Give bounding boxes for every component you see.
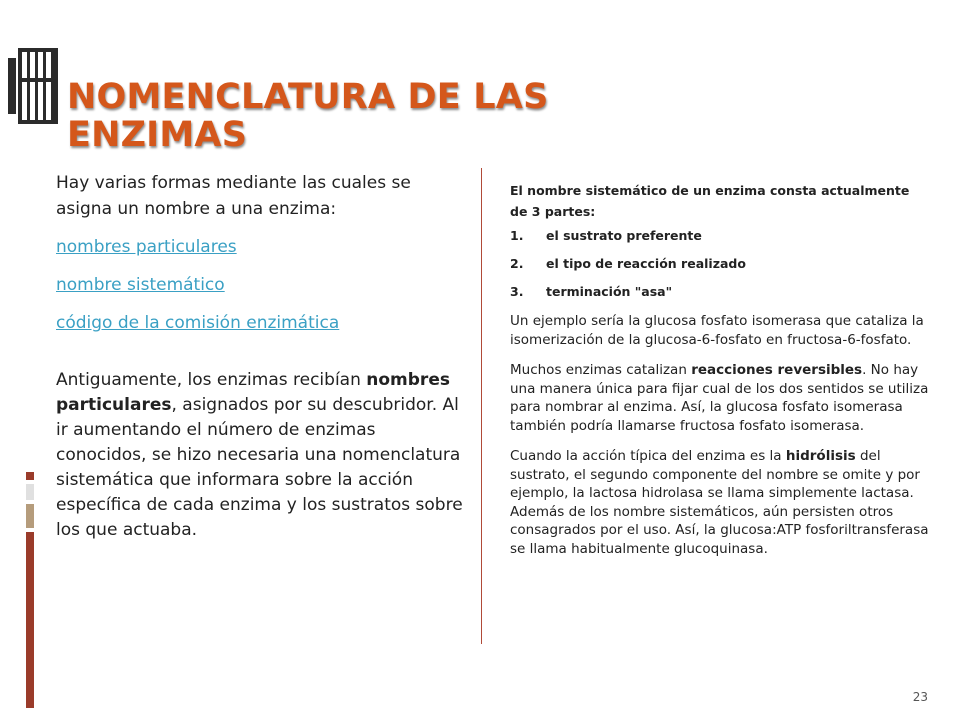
link-nombre-sistematico[interactable]: nombre sistemático — [56, 275, 225, 295]
decorative-bar — [26, 484, 34, 500]
list-text: el tipo de reacción realizado — [546, 256, 746, 271]
list-number: 2. — [510, 256, 524, 271]
list-number: 1. — [510, 228, 524, 243]
list-text: el sustrato preferente — [546, 228, 702, 243]
page-number: 23 — [912, 690, 928, 704]
decorative-bar — [26, 504, 34, 528]
list-item — [510, 228, 930, 244]
slide-logo-icon — [8, 48, 58, 124]
decorative-bar — [26, 472, 34, 480]
hydrolysis-text-start: Cuando la acción típica del enzima es la — [510, 448, 786, 464]
intro-text: Hay varias formas mediante las cuales se asigna un nombre a una enzima: — [56, 173, 411, 219]
title-line-1: NOMENCLATURA DE LAS — [67, 77, 549, 117]
list-text: terminación "asa" — [546, 284, 673, 299]
decorative-bar — [26, 532, 34, 708]
systematic-name-lead: El nombre sistemático de un enzima consta actualmente de 3 partes: — [510, 183, 910, 219]
history-paragraph — [56, 368, 466, 543]
slide-title — [67, 78, 549, 154]
link-codigo-comision[interactable]: código de la comisión enzimática — [56, 313, 340, 333]
reversible-text-end: . No hay una manera única para fijar cual de los dos sentidos se utiliza para nombrar al enzima. Así, la glucosa fosfato isomerasa también podría llamarse fructosa fosfato isomerasa. — [510, 362, 929, 434]
title-line-2: ENZIMAS — [67, 115, 248, 155]
hydrolysis-bold-term: hidrólisis — [785, 448, 856, 464]
list-item — [510, 256, 930, 272]
history-text-start: Antiguamente, los enzimas recibían — [56, 370, 367, 390]
history-text-end: , asignados por su descubridor. Al ir aumentando el número de enzimas conocidos, se hizo necesaria una nomenclatura sistemática que informara sobre la acción específica de cada enzima y los sustratos sobre los que actuaba. — [56, 395, 463, 540]
reversible-bold-term: reacciones reversibles — [691, 362, 863, 378]
list-item — [510, 284, 930, 300]
left-column — [56, 170, 466, 543]
column-divider — [481, 168, 482, 644]
hydrolysis-text-end: del sustrato, el segundo componente del nombre se omite y por ejemplo, la lactosa hidrolasa se llama simplemente lactasa. Además de los nombre sistemáticos, aún persisten otros consagrados por el uso. Así, la glucosa:ATP fosforiltransferasa se llama habitualmente glucoquinasa. — [510, 448, 929, 557]
hydrolysis-paragraph — [510, 447, 930, 558]
link-nombres-particulares[interactable]: nombres particulares — [56, 237, 237, 257]
list-number: 3. — [510, 284, 524, 299]
reversible-text-start: Muchos enzimas catalizan — [510, 362, 692, 378]
reversible-paragraph — [510, 361, 930, 435]
right-column — [510, 180, 930, 558]
history-bold-term: nombres particulares — [56, 370, 450, 415]
example-paragraph: Un ejemplo sería la glucosa fosfato isomerasa que cataliza la isomerización de la glucosa-6-fosfato en fructosa-6-fosfato. — [510, 313, 924, 348]
parts-list — [510, 228, 930, 300]
